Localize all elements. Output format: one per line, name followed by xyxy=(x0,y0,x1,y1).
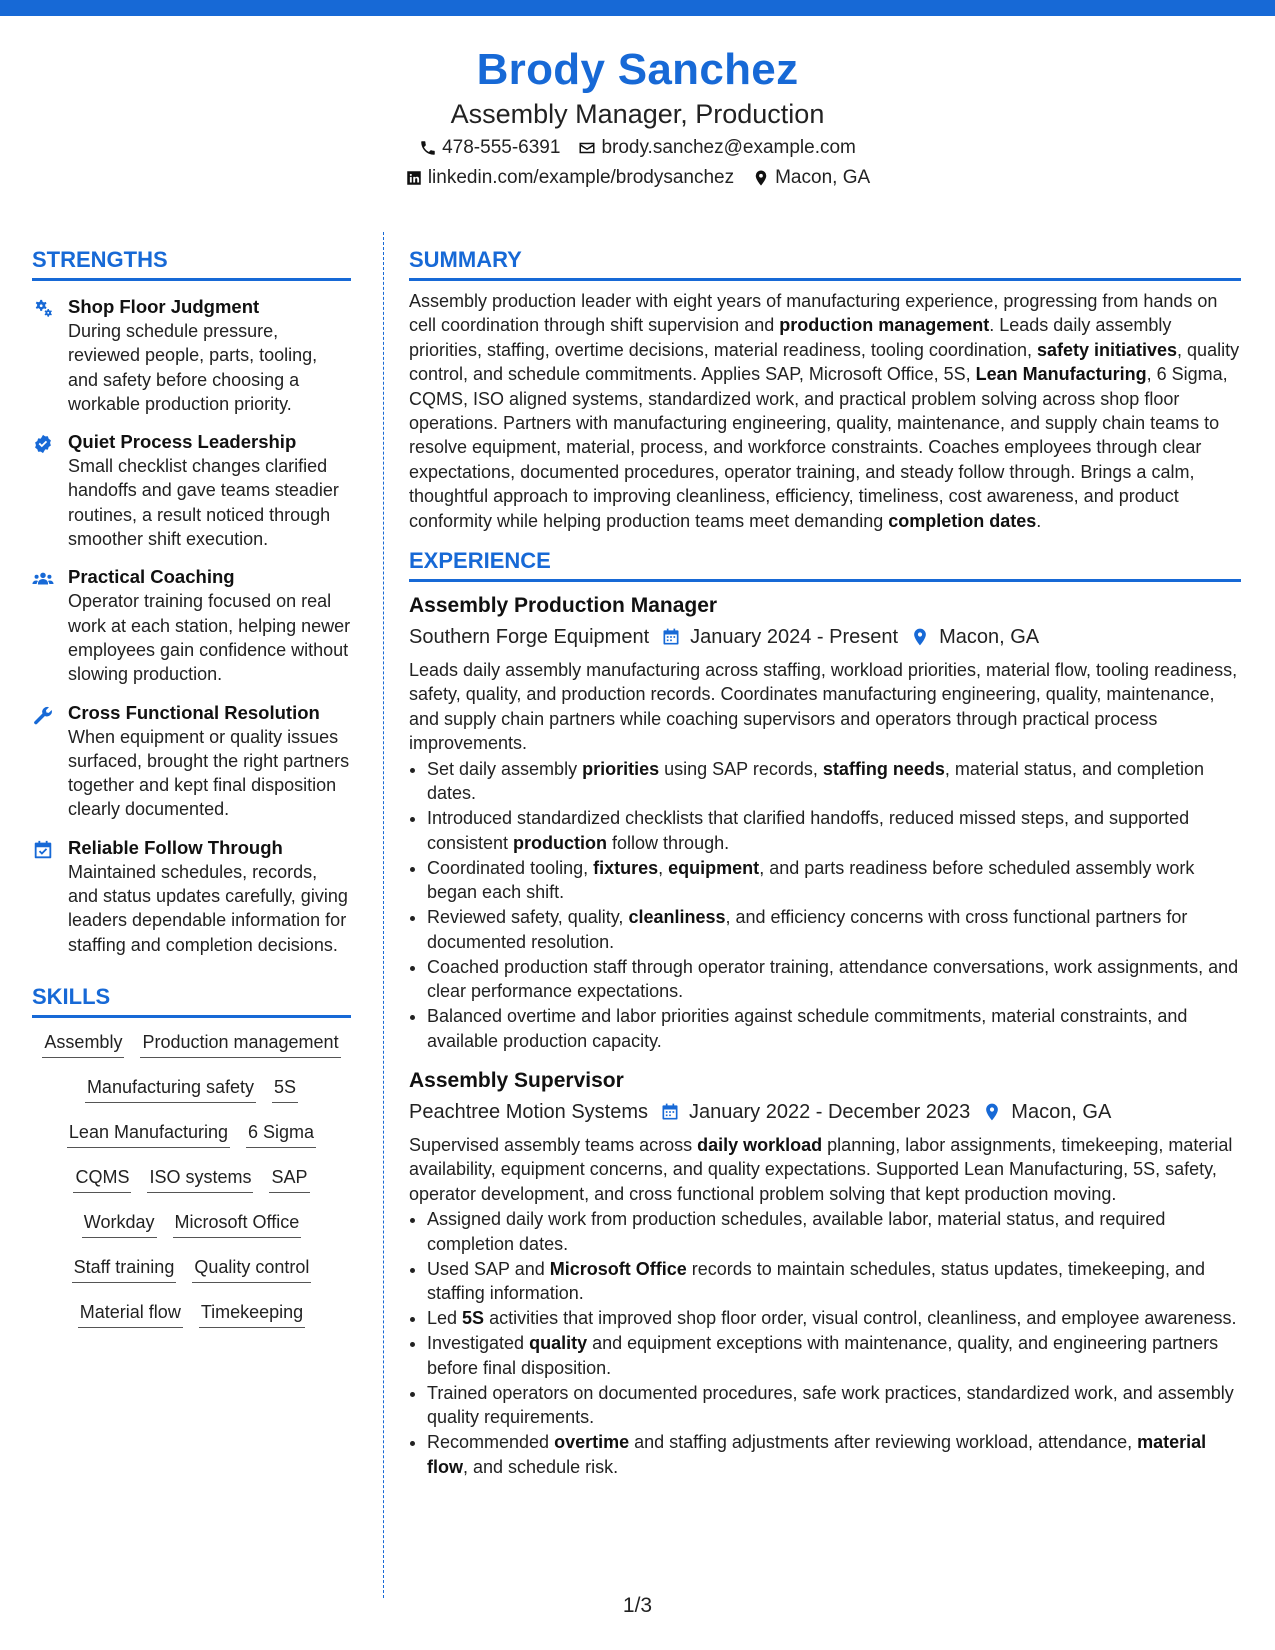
skill-tag: Assembly xyxy=(42,1030,124,1058)
top-accent-bar xyxy=(0,0,1275,16)
strength-item xyxy=(32,836,351,957)
email-contact xyxy=(578,135,855,161)
strengths-heading: STRENGTHS xyxy=(32,246,351,281)
skills-heading: SKILLS xyxy=(32,983,351,1018)
strength-text: Operator training focused on real work at each station, helping newer employees gain confidence without slowing production. xyxy=(68,591,351,685)
job-description: Supervised assembly teams across daily workload planning, labor assignments, timekeeping, material availability, equipment concerns, and quality expectations. Supported Lean Manufacturing, 5S, safety, operator development, and cross functional problem solving that kept production moving. xyxy=(409,1135,1233,1204)
column-divider xyxy=(383,232,384,1598)
envelope-icon xyxy=(578,139,596,157)
job-description: Leads daily assembly manufacturing across staffing, workload priorities, material flow, tooling readiness, safety, quality, and production records. Coordinates manufacturing engineering, quality, maintenance, and supply chain partners while coaching supervisors and operators through practical process improvements. xyxy=(409,660,1238,754)
bullet-item: • Used SAP and Microsoft Office records to maintain schedules, status updates, timekeeping, and staffing information. xyxy=(427,1257,1241,1306)
strength-title: Practical Coaching xyxy=(68,566,235,588)
job-meta xyxy=(409,1097,1241,1127)
skill-row xyxy=(32,1300,351,1345)
skill-tag: Production management xyxy=(140,1030,340,1058)
job-meta xyxy=(409,622,1241,652)
phone-icon xyxy=(419,139,437,157)
bullet-item: • Investigated quality and equipment exceptions with maintenance, quality, and engineering partners before final disposition. xyxy=(427,1331,1241,1380)
strength-text: Maintained schedules, records, and status updates carefully, giving leaders dependable information for staffing and completion decisions. xyxy=(68,861,348,955)
candidate-title: Assembly Manager, Production xyxy=(450,99,825,129)
strength-title: Shop Floor Judgment xyxy=(68,296,260,317)
skill-tag: SAP xyxy=(269,1165,309,1193)
skill-tag: Workday xyxy=(82,1210,157,1238)
skill-tag: Material flow xyxy=(78,1300,183,1328)
skill-tag: CQMS xyxy=(73,1165,131,1193)
strength-item xyxy=(32,701,351,822)
map-pin-icon xyxy=(982,1102,1002,1122)
strength-title: Reliable Follow Through xyxy=(68,836,283,858)
strength-item xyxy=(32,295,351,416)
company-name: Southern Forge Equipment xyxy=(409,626,650,649)
job-dates: January 2022 - December 2023 xyxy=(689,1101,971,1123)
job-title: Assembly Supervisor xyxy=(409,1069,624,1092)
phone-contact xyxy=(419,135,560,161)
phone-text: 478-555-6391 xyxy=(442,137,561,158)
strength-text: When equipment or quality issues surfaced, brought the right partners together and kept final disposition clearly documented. xyxy=(68,726,350,820)
gears-icon xyxy=(32,298,54,320)
location-text: Macon, GA xyxy=(775,167,871,188)
summary-heading: SUMMARY xyxy=(409,246,1241,281)
skill-row xyxy=(32,1120,351,1165)
job-entry xyxy=(409,592,1241,1053)
calendar-icon xyxy=(660,1102,680,1122)
skill-tag: ISO systems xyxy=(147,1165,253,1193)
strength-text: Small checklist changes clarified handoffs and gave teams steadier routines, a result noticed through smoother shift execution. xyxy=(68,456,339,550)
bullet-item: • Recommended overtime and staffing adjustments after reviewing workload, attendance, material flow, and schedule risk. xyxy=(427,1430,1241,1479)
bullet-item: • Reviewed safety, quality, cleanliness, and efficiency concerns with cross functional partners for documented resolution. xyxy=(427,905,1241,954)
skill-tag: 5S xyxy=(272,1075,298,1103)
job-bullets xyxy=(409,757,1241,1053)
summary-text: Assembly production leader with eight years of manufacturing experience, progressing from hands on cell coordination through shift supervision and production management. Leads daily assembly priorities, staffing, overtime decisions, material readiness, tooling coordination, safety initiatives, quality control, and schedule commitments. Applies SAP, Microsoft Office, 5S, Lean Manufacturing, 6 Sigma, CQMS, ISO aligned systems, standardized work, and practical problem solving across shop floor operations. Partners with manufacturing engineering, quality, maintenance, and supply chain teams to resolve equipment, material, process, and workforce constraints. Coaches employees through clear expectations, documented procedures, operator training, and steady follow through. Brings a calm, thoughtful approach to improving cleanliness, efficiency, timeliness, cost awareness, and product conformity while helping production teams meet demanding completion dates. xyxy=(409,291,1240,531)
linkedin-link[interactable]: linkedin.com/example/brodysanchez xyxy=(427,167,735,188)
skill-tag: 6 Sigma xyxy=(246,1120,316,1148)
bullet-item: • Balanced overtime and labor priorities against schedule commitments, material constraints, and available production capacity. xyxy=(427,1004,1241,1053)
bullet-item: • Led 5S activities that improved shop floor order, visual control, cleanliness, and employee awareness. xyxy=(427,1306,1241,1330)
job-bullets xyxy=(409,1207,1241,1479)
wrench-icon xyxy=(32,704,54,726)
resume-header xyxy=(0,44,1275,191)
team-icon xyxy=(32,568,54,590)
skill-tag: Staff training xyxy=(72,1255,177,1283)
calendar-icon xyxy=(661,627,681,647)
job-title: Assembly Production Manager xyxy=(409,594,718,618)
job-location: Macon, GA xyxy=(1011,1101,1112,1123)
strength-title: Cross Functional Resolution xyxy=(68,701,320,723)
candidate-name: Brody Sanchez xyxy=(476,45,799,94)
right-column xyxy=(409,246,1241,1480)
skill-row xyxy=(32,1030,351,1075)
strength-text: During schedule pressure, reviewed people, parts, tooling, and safety before choosing a workable production priority. xyxy=(68,321,318,414)
skill-row xyxy=(32,1075,351,1120)
skill-tag: Timekeeping xyxy=(199,1300,305,1328)
contact-row-2 xyxy=(0,165,1275,191)
email-link[interactable]: brody.sanchez@example.com xyxy=(601,137,856,158)
skill-tag: Manufacturing safety xyxy=(85,1075,256,1103)
skill-tag: Lean Manufacturing xyxy=(67,1120,230,1148)
bullet-item: • Trained operators on documented procedures, safe work practices, standardized work, and assembly quality requirements. xyxy=(427,1381,1241,1430)
strength-item xyxy=(32,565,351,686)
contact-row-1 xyxy=(0,135,1275,161)
location-contact xyxy=(752,165,870,191)
linkedin-contact xyxy=(405,165,734,191)
job-dates: January 2024 - Present xyxy=(690,626,899,649)
skills-list xyxy=(32,1030,351,1345)
strength-title: Quiet Process Leadership xyxy=(68,431,297,453)
skill-tag: Quality control xyxy=(192,1255,311,1283)
bullet-item: • Set daily assembly priorities using SAP records, staffing needs, material status, and completion dates. xyxy=(427,757,1241,806)
bullet-item: • Introduced standardized checklists that clarified handoffs, reduced missed steps, and supported consistent production follow through. xyxy=(427,806,1241,855)
bullet-item: • Assigned daily work from production schedules, available labor, material status, and required completion dates. xyxy=(427,1207,1241,1256)
map-pin-icon xyxy=(910,627,930,647)
skill-row xyxy=(32,1165,351,1210)
job-location: Macon, GA xyxy=(939,626,1040,649)
left-column xyxy=(32,246,351,1345)
skill-row xyxy=(32,1210,351,1255)
check-badge-icon xyxy=(32,433,54,455)
strength-item xyxy=(32,430,351,551)
job-entry xyxy=(409,1067,1241,1479)
bullet-item: • Coordinated tooling, fixtures, equipment, and parts readiness before scheduled assembly work began each shift. xyxy=(427,856,1241,905)
page-indicator: 1/3 xyxy=(622,1594,653,1617)
skill-row xyxy=(32,1255,351,1300)
map-pin-icon xyxy=(752,169,770,187)
company-name: Peachtree Motion Systems xyxy=(409,1101,648,1123)
skill-tag: Microsoft Office xyxy=(173,1210,302,1238)
linkedin-icon xyxy=(405,169,423,187)
experience-heading: EXPERIENCE xyxy=(409,547,1241,582)
calendar-check-icon xyxy=(32,839,54,861)
bullet-item: • Coached production staff through operator training, attendance conversations, work assignments, and clear performance expectations. xyxy=(427,955,1241,1004)
